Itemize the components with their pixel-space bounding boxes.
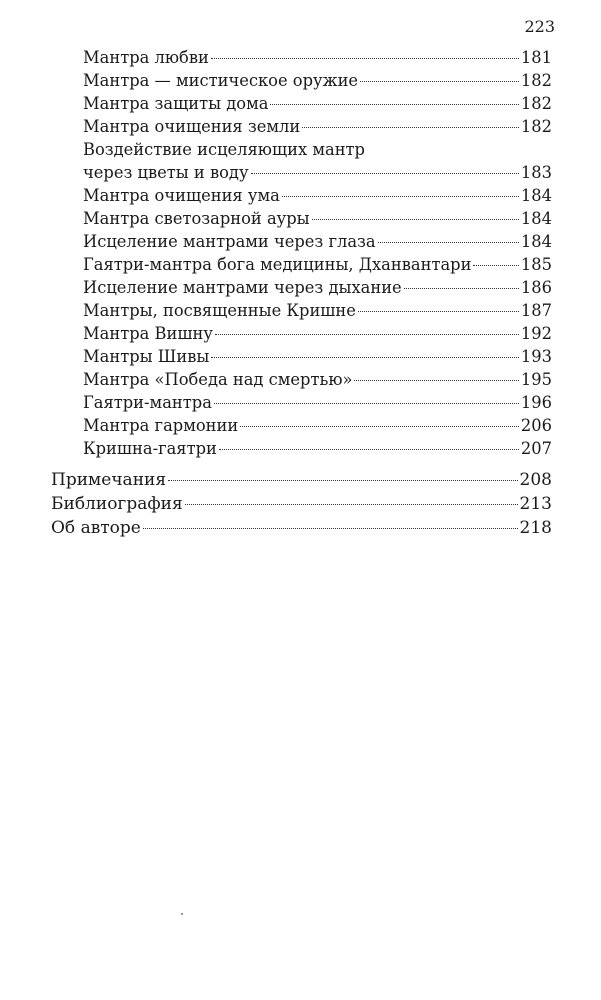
toc-entry-page: 193 xyxy=(520,347,552,366)
toc-section-title: Библиография xyxy=(51,494,183,514)
dot-leader xyxy=(270,104,518,105)
toc-entry-page: 187 xyxy=(520,301,552,320)
dot-leader xyxy=(378,242,519,243)
toc-entry-page: 185 xyxy=(520,255,552,274)
toc-entry-page: 181 xyxy=(520,48,552,67)
toc-entry-title: Исцеление мантрами через глаза xyxy=(83,232,376,251)
toc-entry-title: Мантра «Победа над смертью» xyxy=(83,370,353,389)
toc-section-page: 218 xyxy=(519,518,552,538)
dot-leader xyxy=(360,81,519,82)
toc-entry xyxy=(83,231,552,253)
page-number: 223 xyxy=(524,17,555,36)
toc-entry-title: Мантры, посвященные Кришне xyxy=(83,301,356,320)
toc-entry xyxy=(83,47,552,69)
dot-leader xyxy=(168,480,517,481)
toc-entry-title: через цветы и воду xyxy=(83,163,249,182)
toc-entry-page: 192 xyxy=(520,324,552,343)
toc-entry-title: Мантра гармонии xyxy=(83,416,239,435)
toc-section xyxy=(51,493,552,515)
toc-section-title: Примечания xyxy=(51,470,167,490)
dot-leader xyxy=(302,127,519,128)
toc-entry xyxy=(83,392,552,414)
toc-entry xyxy=(83,185,552,207)
toc-entry-page: 196 xyxy=(520,393,552,412)
dot-leader xyxy=(211,357,519,358)
toc-entry xyxy=(83,162,552,184)
toc-entry-page: 207 xyxy=(520,439,552,458)
toc-entry-title: Исцеление мантрами через дыхание xyxy=(83,278,402,297)
toc-entry-title: Мантра защиты дома xyxy=(83,94,269,113)
dot-leader xyxy=(358,311,519,312)
toc-entry-page: 206 xyxy=(520,416,552,435)
dot-leader xyxy=(214,403,519,404)
toc-entry-page: 182 xyxy=(520,94,552,113)
toc-entry xyxy=(83,300,552,322)
toc-entry xyxy=(83,277,552,299)
toc-entry xyxy=(83,346,552,368)
toc-entry-page: 182 xyxy=(520,117,552,136)
toc-entry-page: 183 xyxy=(520,163,552,182)
toc-entry-page: 186 xyxy=(520,278,552,297)
toc-entry-title: Мантра Вишну xyxy=(83,324,213,343)
toc-section xyxy=(51,469,552,491)
toc-entry-page: 184 xyxy=(520,232,552,251)
toc-entry-page: 182 xyxy=(520,71,552,90)
toc-section-page: 213 xyxy=(519,494,552,514)
toc-entry xyxy=(83,208,552,230)
toc-entry xyxy=(83,139,552,161)
toc-entry xyxy=(83,70,552,92)
dot-leader xyxy=(354,380,518,381)
toc-entry xyxy=(83,323,552,345)
toc-entry-title: Мантра любви xyxy=(83,48,209,67)
print-speck xyxy=(181,913,183,915)
toc-entry-page: 184 xyxy=(520,209,552,228)
toc-entry-title: Гаятри-мантра бога медицины, Дханвантари xyxy=(83,255,472,274)
dot-leader xyxy=(312,219,519,220)
dot-leader xyxy=(240,426,519,427)
dot-leader xyxy=(251,173,519,174)
toc-entry-page: 195 xyxy=(520,370,552,389)
dot-leader xyxy=(219,449,519,450)
toc-entry-page: 184 xyxy=(520,186,552,205)
dot-leader xyxy=(473,265,518,266)
toc-section xyxy=(51,517,552,539)
dot-leader xyxy=(211,58,519,59)
toc-entry-title: Мантра — мистическое оружие xyxy=(83,71,359,90)
toc-entry xyxy=(83,93,552,115)
toc-entry xyxy=(83,254,552,276)
toc-entry-title: Мантры Шивы xyxy=(83,347,210,366)
toc-entry xyxy=(83,415,552,437)
dot-leader xyxy=(143,528,518,529)
toc-section-page: 208 xyxy=(519,470,552,490)
toc-entry-title: Мантра очищения ума xyxy=(83,186,280,205)
dot-leader xyxy=(404,288,519,289)
toc-entry xyxy=(83,369,552,391)
toc-entry-title: Воздействие исцеляющих мантр xyxy=(83,140,365,159)
dot-leader xyxy=(215,334,519,335)
toc-entry-title: Гаятри-мантра xyxy=(83,393,212,412)
toc-entry xyxy=(83,438,552,460)
toc-entry-title: Кришна-гаятри xyxy=(83,439,217,458)
toc-entry xyxy=(83,116,552,138)
dot-leader xyxy=(185,504,518,505)
toc-section-title: Об авторе xyxy=(51,518,141,538)
toc-entry-title: Мантра светозарной ауры xyxy=(83,209,310,228)
toc-entry-title: Мантра очищения земли xyxy=(83,117,301,136)
dot-leader xyxy=(282,196,519,197)
